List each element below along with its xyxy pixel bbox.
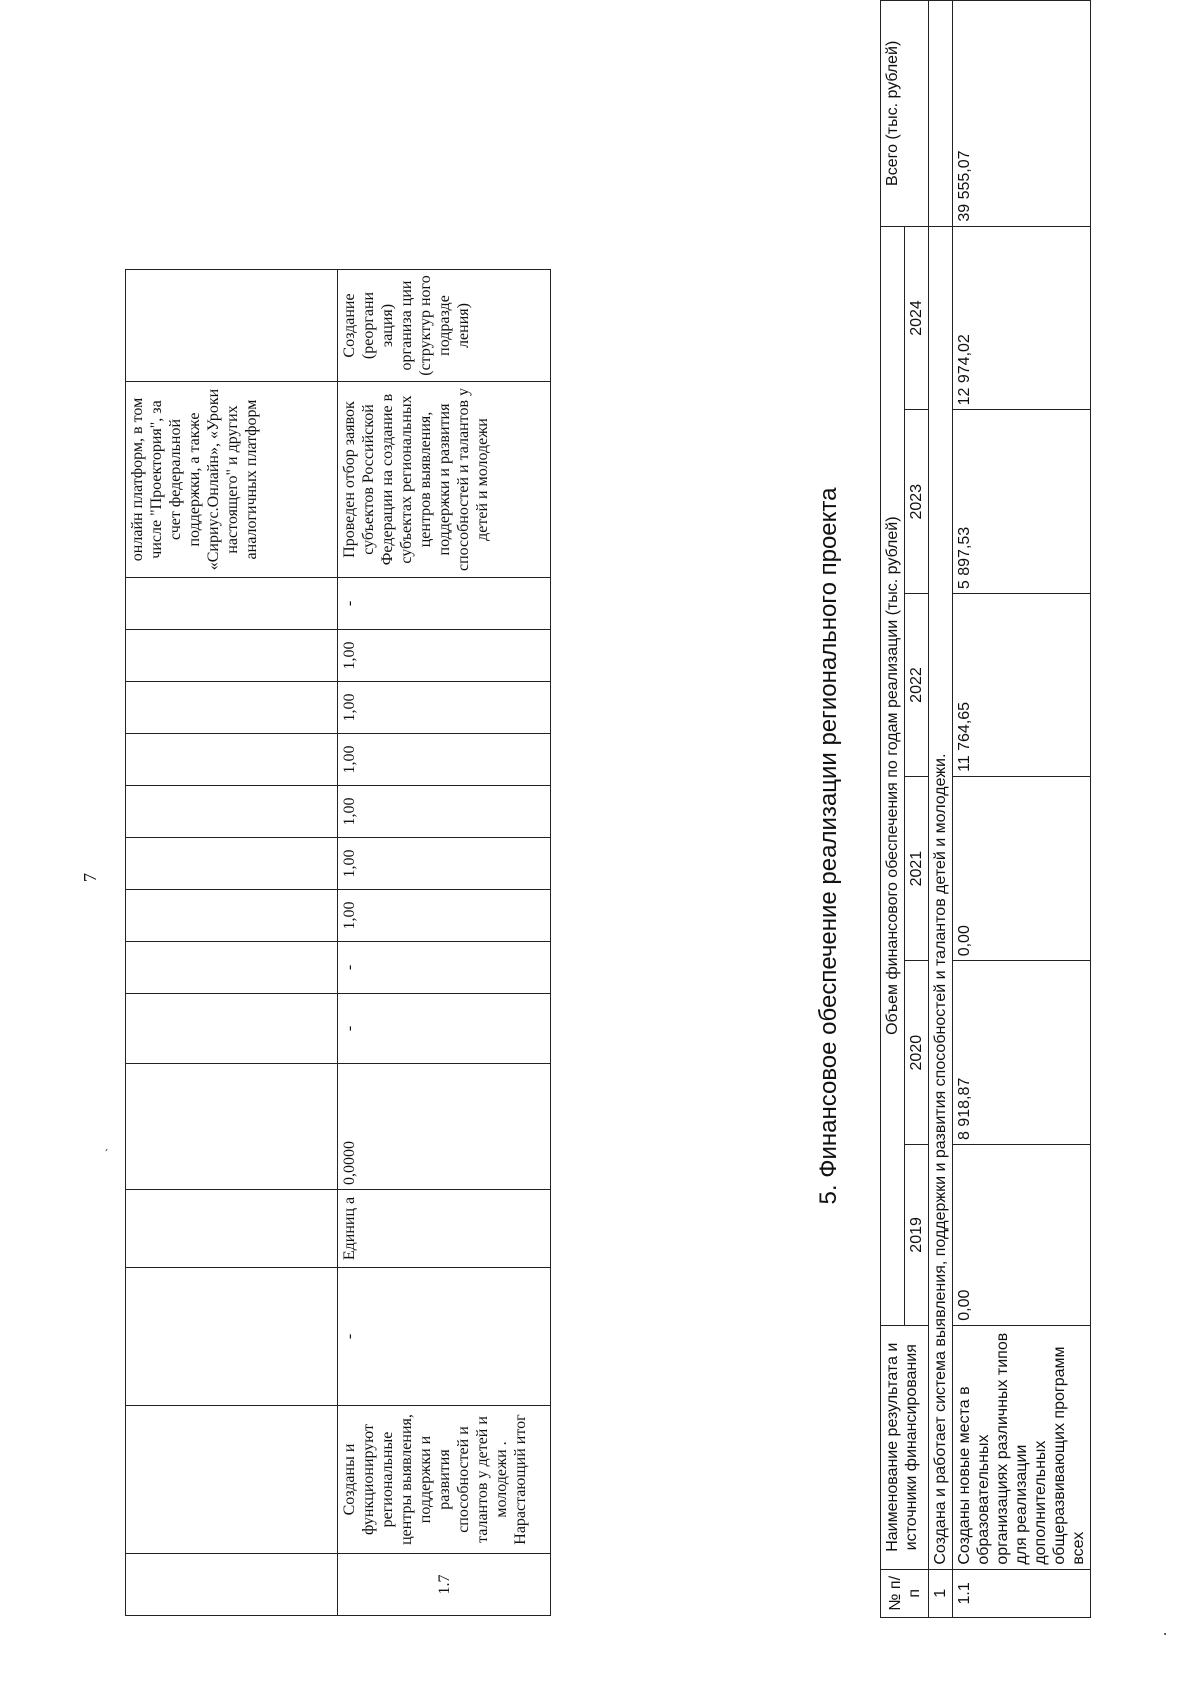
finance-table bbox=[880, 0, 1091, 1618]
header-volume: Объем финансового обеспечения по годам реализации (тыс. рублей) bbox=[881, 226, 905, 1325]
table-row bbox=[338, 270, 551, 1616]
base-value: 0,0000 bbox=[338, 1064, 551, 1190]
value-cell: - bbox=[338, 578, 551, 630]
total-cell: 39 555,07 bbox=[953, 1, 1091, 227]
table-header-row bbox=[881, 1, 905, 1618]
table-row bbox=[126, 270, 338, 1616]
scan-mark: ` bbox=[103, 1148, 117, 1152]
year-header: 2022 bbox=[905, 594, 929, 777]
row-number: 1 bbox=[929, 1569, 953, 1617]
year-header: 2019 bbox=[905, 1145, 929, 1326]
value-cell: 1,00 bbox=[338, 786, 551, 838]
header-number: № п/п bbox=[881, 1569, 929, 1617]
value-cell: 8 918,87 bbox=[953, 961, 1091, 1145]
header-total: Всего (тыс. рублей) bbox=[881, 1, 929, 227]
header-name: Наименование результата и источники финансирования bbox=[881, 1325, 929, 1569]
value-cell: - bbox=[338, 994, 551, 1064]
scan-dot: . bbox=[1153, 1632, 1170, 1636]
result-heading: Создана и работает система выявления, поддержки и развития способностей и талантов детей и молодежи. bbox=[929, 226, 953, 1569]
value-cell: 11 764,65 bbox=[953, 594, 1091, 777]
row-number: 1.1 bbox=[953, 1569, 1091, 1617]
value-cell: 5 897,53 bbox=[953, 410, 1091, 594]
table-row bbox=[929, 1, 953, 1618]
result-cell: Проведен отбор заявок субъектов Российской Федерации на создание в субъектах региональных центров выявления, поддержки и развития способностей и талантов у детей и молодежи bbox=[338, 382, 551, 578]
value-cell: 0,00 bbox=[953, 776, 1091, 960]
unit-cell: Единиц а bbox=[338, 1190, 551, 1268]
event-cell: Создание (реоргани зация) организа ции (структур ного подразде ления) bbox=[338, 270, 551, 382]
table-row bbox=[953, 1, 1091, 1618]
value-cell: - bbox=[338, 942, 551, 994]
value-cell: 1,00 bbox=[338, 890, 551, 942]
result-name: Созданы новые места в образовательных организациях различных типов для реализации дополнительных общеразвивающих программ всех bbox=[953, 1325, 1091, 1569]
row-number: 1.7 bbox=[338, 1554, 551, 1616]
value-cell: 1,00 bbox=[338, 838, 551, 890]
indicator-type: - bbox=[338, 1268, 551, 1406]
value-cell: 0,00 bbox=[953, 1145, 1091, 1326]
value-cell: 1,00 bbox=[338, 630, 551, 682]
value-cell: 1,00 bbox=[338, 734, 551, 786]
year-header: 2024 bbox=[905, 226, 929, 410]
year-header: 2020 bbox=[905, 961, 929, 1145]
value-cell: 1,00 bbox=[338, 682, 551, 734]
year-header: 2023 bbox=[905, 410, 929, 594]
platform-result-cell: онлайн платформ, в том числе "Проектория", за счет федеральной поддержки, а также «Сириус.Онлайн», «Уроки настоящего" и других аналогичных платформ bbox=[126, 382, 338, 578]
indicator-table bbox=[125, 269, 551, 1616]
value-cell: 12 974,02 bbox=[953, 226, 1091, 410]
year-header: 2021 bbox=[905, 776, 929, 960]
page-number: 7 bbox=[80, 873, 100, 882]
section-title: 5. Финансовое обеспечение реализации регионального проекта bbox=[815, 487, 842, 1205]
indicator-name: Созданы и функционируют региональные центры выявления, поддержки и развития способностей и талантов у детей и молодежи . Нарастающий итог bbox=[338, 1406, 551, 1554]
